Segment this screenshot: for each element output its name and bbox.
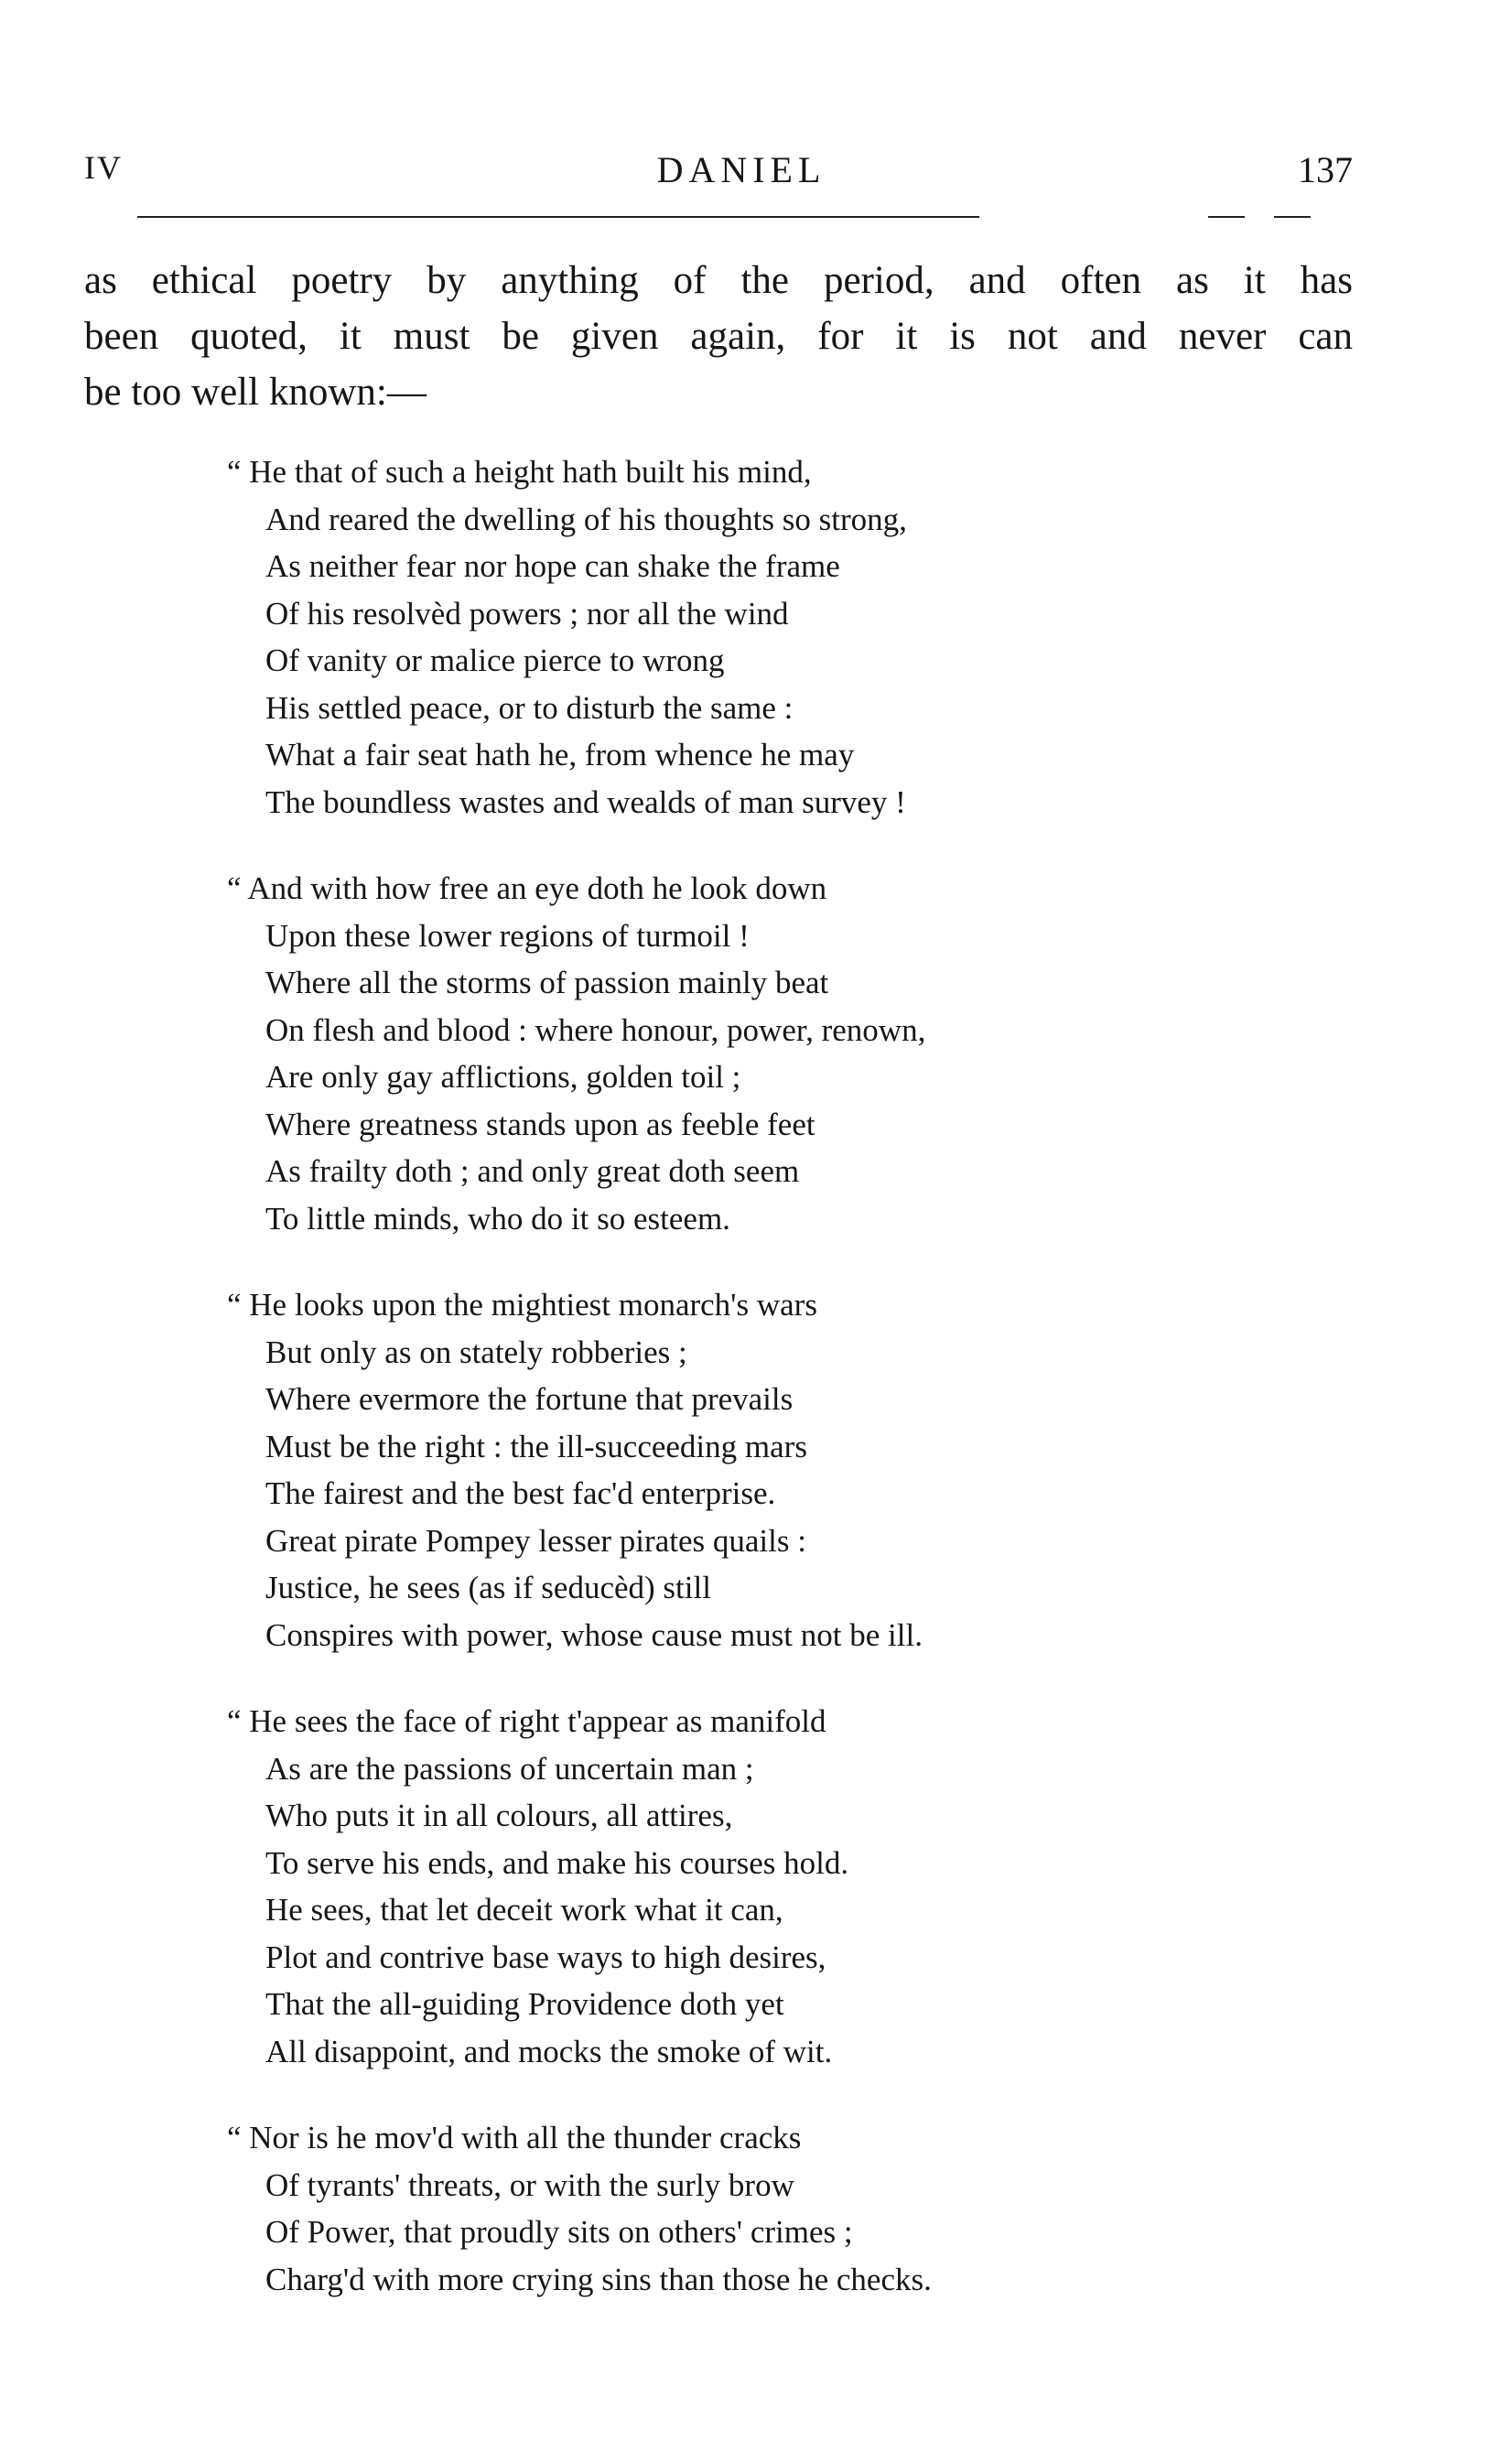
prose-paragraph [84,253,1353,420]
verse-line: The fairest and the best fac'd enterprise. [265,1475,776,1511]
verse-line: As neither fear nor hope can shake the frame [265,548,840,584]
verse-line: Where greatness stands upon as feeble feet [265,1106,815,1142]
verse-line: “ And with how free an eye doth he look down [227,870,827,906]
verse-line: And reared the dwelling of his thoughts so strong, [265,501,907,537]
stanza [227,2114,1188,2303]
verse-line: To little minds, who do it so esteem. [265,1200,730,1237]
verse-line: Great pirate Pompey lesser pirates quails : [265,1522,806,1559]
header-rule-dash [1274,216,1311,218]
verse-line: Conspires with power, whose cause must not be ill. [265,1616,923,1653]
running-header [84,148,1353,203]
verse-line: The boundless wastes and wealds of man survey ! [265,783,906,820]
verse-line: But only as on stately robberies ; [265,1334,687,1370]
verse-line: His settled peace, or to disturb the same : [265,689,794,726]
header-rule-dash [1208,216,1245,218]
verse-line: Of his resolvèd powers ; nor all the wind [265,595,789,632]
chapter-number: IV [84,149,123,186]
verse-line: To serve his ends, and make his courses hold. [265,1844,849,1881]
verse-line: “ He looks upon the mightiest monarch's wars [227,1287,817,1323]
verse-line: “ Nor is he mov'd with all the thunder cracks [227,2120,802,2155]
verse-line: “ He that of such a height hath built his mind, [227,454,812,490]
stanza [227,865,1188,1242]
verse-line: “ He sees the face of right t'appear as manifold [227,1703,826,1739]
stanza [227,448,1188,826]
prose-line: been quoted, it must be given again, for it is not and never can [84,315,1353,358]
verse-line: On flesh and blood : where honour, power, renown, [265,1011,926,1048]
verse-line: Plot and contrive base ways to high desires, [265,1939,826,1975]
verse-line: Are only gay afflictions, golden toil ; [265,1059,741,1095]
verse-line: Of Power, that proudly sits on others' crimes ; [265,2214,853,2250]
verse-line: As frailty doth ; and only great doth seem [265,1153,800,1189]
verse-line: Justice, he sees (as if seducèd) still [265,1570,711,1605]
prose-line: as ethical poetry by anything of the period, and often as it has [84,259,1353,302]
header-rule [137,216,979,218]
verse-line: Charg'd with more crying sins than those he checks. [265,2261,932,2297]
verse-line: All disappoint, and mocks the smoke of wit. [265,2033,833,2069]
poem-quotation [227,448,1188,2342]
verse-line: Must be the right : the ill-succeeding mars [265,1428,807,1464]
verse-line: That the all-guiding Providence doth yet [265,1986,784,2022]
verse-line: He sees, that let deceit work what it can, [265,1892,783,1928]
running-title: DANIEL [656,149,826,190]
verse-line: Of vanity or malice pierce to wrong [265,643,725,678]
page-number: 137 [1298,149,1353,190]
verse-line: Who puts it in all colours, all attires, [265,1798,733,1833]
stanza [227,1698,1188,2075]
prose-line: be too well known:— [84,371,427,414]
verse-line: Where all the storms of passion mainly beat [265,965,829,1000]
verse-line: Upon these lower regions of turmoil ! [265,917,750,954]
verse-line: What a fair seat hath he, from whence he may [265,737,855,772]
verse-line: Of tyrants' threats, or with the surly brow [265,2166,794,2203]
stanza [227,1281,1188,1658]
verse-line: Where evermore the fortune that prevails [265,1381,794,1417]
verse-line: As are the passions of uncertain man ; [265,1750,754,1787]
